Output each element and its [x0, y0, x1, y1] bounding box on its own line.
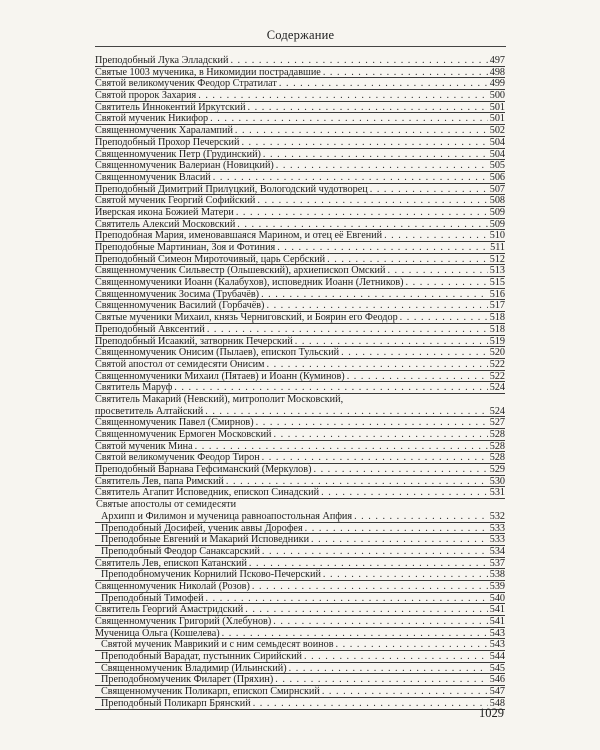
toc-entry-page: 543	[489, 639, 505, 651]
toc-entry-page: 524	[489, 382, 505, 394]
toc-entry-title: Святитель Алексий Московский	[95, 218, 236, 230]
toc-entry-page: 547	[489, 686, 505, 698]
toc-entry-title-continued: просветитель Алтайский	[95, 405, 204, 417]
leader-dots	[230, 55, 487, 67]
leader-dots	[311, 534, 488, 546]
toc-entry[interactable]	[95, 511, 505, 523]
leader-dots	[263, 149, 488, 161]
toc-entry[interactable]	[95, 277, 505, 289]
toc-entry[interactable]	[95, 78, 505, 90]
page-header-title: Содержание	[266, 28, 335, 42]
toc-entry-page: 529	[489, 464, 505, 476]
toc-entry[interactable]	[95, 417, 505, 429]
toc-entry-title: Священномученик Павел (Смирнов)	[95, 417, 254, 429]
toc-entry[interactable]	[95, 604, 505, 616]
toc-entry-title: Священномученик Сильвестр (Ольшевский), архиепископ Омский	[95, 265, 386, 277]
leader-dots	[277, 242, 488, 254]
toc-entry-page: 513	[489, 265, 505, 277]
toc-entry-title: Святитель Георгий Амастридский	[95, 604, 244, 616]
toc-entry[interactable]	[95, 113, 505, 125]
toc-entry[interactable]	[95, 534, 505, 546]
toc-entry-page: 541	[489, 616, 505, 627]
toc-entry-page: 505	[489, 160, 505, 172]
toc-entry[interactable]	[95, 569, 505, 581]
toc-entry[interactable]	[95, 464, 505, 476]
toc-entry[interactable]	[95, 359, 505, 371]
toc-entry-page: 531	[489, 487, 505, 499]
toc-entry-title: Преподобный Лука Элладский	[95, 55, 229, 66]
toc-entry-title: Преподобный Исаакий, затворник Печерский	[95, 335, 293, 347]
toc-entry[interactable]	[95, 686, 505, 698]
leader-dots	[400, 312, 488, 324]
toc-entry-page: 515	[489, 277, 505, 289]
leader-dots	[266, 300, 487, 312]
leader-dots	[305, 523, 488, 535]
toc-entry-title: Преподобномученик Корнилий Псково-Печерский	[101, 569, 321, 581]
toc-entry[interactable]	[95, 593, 505, 605]
toc-entry[interactable]	[95, 137, 505, 149]
toc-entry[interactable]	[95, 371, 505, 383]
toc-entry-page: 543	[489, 627, 505, 639]
toc-entry-page: 524	[489, 405, 505, 417]
toc-entry-title: Святитель Маруф	[95, 382, 173, 394]
leader-dots	[195, 441, 488, 453]
toc-entry-title: Мученица Ольга (Кошелева)	[95, 627, 220, 639]
leader-dots	[198, 90, 487, 102]
toc-entry[interactable]	[95, 242, 505, 254]
toc-entry-page: 519	[489, 335, 505, 347]
leader-dots	[370, 184, 488, 196]
toc-entry-page: 527	[489, 417, 505, 429]
toc-entry[interactable]	[95, 581, 505, 593]
leader-dots	[322, 686, 488, 698]
toc-entry-title: Святой мученик Никифор	[95, 113, 209, 125]
toc-entry-page: 517	[489, 300, 505, 312]
toc-entry-page: 533	[489, 522, 505, 534]
toc-entry-title: Священномученик Петр (Грудинский)	[95, 148, 261, 160]
toc-entry[interactable]	[95, 289, 505, 301]
toc-entry-title: Священномученик Николай (Розов)	[95, 580, 250, 592]
toc-entry-title: Святитель Лев, папа Римский	[95, 475, 224, 487]
table-of-contents	[95, 55, 505, 710]
toc-entry-page: 528	[489, 429, 505, 440]
page-number: 1029	[479, 706, 504, 720]
toc-entry-page: 545	[489, 662, 505, 674]
toc-entry-title: Святой мученик Георгий Софийский	[95, 195, 256, 207]
leader-dots	[262, 452, 488, 464]
leader-dots	[387, 265, 487, 277]
toc-entry-title: Преподобный Авксентий	[95, 323, 205, 335]
toc-entry[interactable]	[95, 55, 505, 67]
toc-entry[interactable]	[95, 487, 505, 499]
toc-entry-page: 510	[489, 230, 505, 242]
leader-dots	[327, 254, 488, 266]
toc-entry[interactable]	[95, 698, 505, 710]
toc-entry-page: 537	[489, 557, 505, 569]
leader-dots	[205, 406, 488, 418]
toc-entry-title: Преподобный Прохор Печерский	[95, 136, 240, 148]
toc-entry-page: 534	[489, 545, 505, 557]
leader-dots	[241, 137, 487, 149]
toc-entry[interactable]	[95, 674, 505, 686]
toc-entry[interactable]	[95, 149, 505, 161]
toc-entry[interactable]	[95, 382, 505, 394]
toc-entry-title: Священномученик Онисим (Пылаев), епископ Тульский	[95, 347, 340, 359]
toc-entry-page: 497	[489, 55, 505, 66]
toc-entry-title: Иверская икона Божией Матери	[95, 206, 234, 218]
toc-entry[interactable]	[95, 558, 505, 570]
leader-dots	[236, 207, 488, 219]
leader-dots	[304, 651, 488, 663]
toc-entry[interactable]	[95, 651, 505, 663]
toc-entry[interactable]	[95, 324, 505, 336]
toc-entry[interactable]	[95, 254, 505, 266]
toc-entry[interactable]	[95, 172, 505, 184]
leader-dots	[249, 558, 488, 570]
header-divider	[95, 46, 506, 47]
leader-dots	[279, 78, 488, 90]
toc-entry-page: 499	[489, 78, 505, 90]
toc-entry-title: Святитель Лев, епископ Катанский	[95, 557, 247, 569]
toc-entry[interactable]	[95, 67, 505, 79]
toc-entry-title: Преподобный Тимофей	[101, 592, 204, 604]
toc-entry-page: 520	[489, 347, 505, 359]
toc-entry-page: 501	[489, 101, 505, 113]
toc-entry-page: 502	[489, 125, 505, 137]
leader-dots	[257, 195, 487, 207]
toc-entry[interactable]	[95, 639, 505, 651]
toc-entry-page: 509	[489, 218, 505, 230]
leader-dots	[245, 604, 487, 616]
leader-dots	[274, 429, 488, 441]
toc-entry-title: Преподобномученик Филарет (Пряхин)	[101, 674, 274, 686]
leader-dots	[275, 674, 487, 686]
toc-entry-page: 509	[489, 206, 505, 218]
toc-entry[interactable]	[95, 394, 505, 417]
toc-entry[interactable]	[95, 663, 505, 675]
toc-entry-page: 546	[489, 674, 505, 686]
toc-entry-page: 511	[490, 242, 505, 253]
toc-entry-title: Священномученик Ермоген Московский	[95, 429, 272, 440]
leader-dots	[237, 219, 487, 231]
toc-entry-page: 507	[489, 183, 505, 195]
toc-entry-title: Преподобный Димитрий Прилуцкий, Вологодский чудотворец	[95, 183, 368, 195]
toc-entry-title: Священномученик Харалампий	[95, 125, 233, 137]
toc-entry-page: 544	[489, 651, 505, 663]
leader-dots	[276, 160, 488, 172]
toc-entry-title: Священномученик Зосима (Трубачёв)	[95, 288, 260, 300]
toc-entry-title: Преподобный Варадат, пустынник Сирийский	[101, 651, 302, 663]
leader-dots	[261, 289, 488, 301]
toc-entry-title: Святой мученик Маврикий и с ним семьдесят воинов	[101, 639, 334, 651]
toc-entry[interactable]	[95, 102, 505, 114]
toc-entry[interactable]	[95, 476, 505, 488]
toc-entry-page: 532	[489, 510, 505, 522]
toc-entry[interactable]	[95, 523, 505, 535]
toc-entry-page: 530	[489, 475, 505, 487]
toc-entry-title: Священномученики Михаил (Пятаев) и Иоанн (Куминов)	[95, 370, 345, 382]
toc-entry-page: 528	[489, 452, 505, 464]
leader-dots	[213, 172, 488, 184]
leader-dots	[206, 593, 488, 605]
toc-section-heading	[95, 499, 505, 511]
toc-entry-page: 512	[489, 253, 505, 265]
leader-dots	[210, 113, 488, 125]
toc-entry[interactable]	[95, 616, 505, 628]
leader-dots	[262, 546, 488, 558]
toc-entry-title: Святые 1003 мученика, в Никомидии пострадавшие	[95, 66, 321, 78]
toc-entry-title: Святой апостол от семидесяти Онисим	[95, 358, 265, 370]
toc-entry[interactable]	[95, 347, 505, 359]
toc-entry-title: Преподобный Феодор Санаксарский	[101, 545, 260, 557]
toc-entry-page: 518	[489, 323, 505, 335]
toc-entry-page: 498	[489, 66, 505, 78]
toc-entry-page: 518	[489, 312, 505, 324]
leader-dots	[273, 616, 487, 628]
toc-entry[interactable]	[95, 312, 505, 324]
toc-entry[interactable]	[95, 219, 505, 231]
toc-entry-title: Святитель Агапит Исповедник, епископ Синадский	[95, 487, 320, 499]
toc-entry[interactable]	[95, 300, 505, 312]
toc-entry-title: Преподобные Мартиниан, Зоя и Фотиния	[95, 242, 276, 253]
leader-dots	[222, 628, 488, 640]
leader-dots	[323, 67, 488, 79]
toc-entry[interactable]	[95, 336, 505, 348]
toc-entry-page: 504	[489, 136, 505, 148]
toc-entry-page: 539	[489, 580, 505, 592]
toc-entry[interactable]	[95, 207, 505, 219]
toc-entry-title: Священномученики Иоанн (Калабухов), исповедник Иоанн (Летников)	[95, 277, 404, 289]
toc-entry-title: Святой мученик Мина	[95, 440, 193, 452]
leader-dots	[295, 336, 488, 348]
toc-entry-page: 516	[489, 288, 505, 300]
toc-entry[interactable]	[95, 230, 505, 242]
leader-dots	[267, 359, 488, 371]
toc-entry-page: 541	[489, 604, 505, 616]
toc-entry-page: 538	[489, 569, 505, 581]
leader-dots	[207, 324, 488, 336]
leader-dots	[341, 347, 488, 359]
toc-entry[interactable]	[95, 441, 505, 453]
toc-entry-page: 506	[489, 171, 505, 183]
toc-entry-title: Святой пророк Захария	[95, 90, 197, 102]
leader-dots	[248, 102, 488, 114]
toc-entry-page: 500	[489, 90, 505, 102]
toc-entry[interactable]	[95, 184, 505, 196]
toc-entry-page: 533	[489, 534, 505, 546]
toc-entry-page: 540	[489, 592, 505, 604]
toc-section-title: Святые апостолы от семидесяти	[96, 499, 237, 511]
toc-entry-title: Архипп и Филимон и мученица равноапостольная Апфия	[101, 510, 353, 522]
leader-dots	[323, 569, 488, 581]
toc-entry-title: Священномученик Валериан (Новицкий)	[95, 160, 274, 172]
toc-entry[interactable]	[95, 90, 505, 102]
toc-entry[interactable]	[95, 125, 505, 137]
toc-entry[interactable]	[95, 160, 505, 172]
toc-entry[interactable]	[95, 452, 505, 464]
toc-entry-title: Преподобный Симеон Мироточивый, царь Сербский	[95, 253, 326, 265]
leader-dots	[253, 698, 488, 710]
toc-entry-title: Святой великомученик Феодор Тирон	[95, 452, 260, 464]
toc-entry-title: Священномученик Власий	[95, 171, 211, 183]
leader-dots	[321, 487, 488, 499]
toc-entry-title: Священномученик Василий (Горбачёв)	[95, 300, 265, 312]
toc-entry-title: Преподобный Варнава Гефсиманский (Меркулов)	[95, 464, 312, 476]
toc-entry-page: 508	[489, 195, 505, 207]
toc-entry[interactable]	[95, 195, 505, 207]
toc-entry-title: Священномученик Владимир (Ильинский)	[101, 662, 287, 674]
toc-entry-title: Преподобный Поликарп Брянский	[101, 697, 251, 709]
toc-entry-page: 548	[489, 697, 505, 709]
leader-dots	[354, 511, 488, 523]
toc-entry-page: 504	[489, 148, 505, 160]
leader-dots	[289, 663, 488, 675]
toc-entry-page: 528	[489, 440, 505, 452]
toc-entry-page: 522	[489, 358, 505, 370]
toc-entry-page: 501	[489, 113, 505, 125]
leader-dots	[252, 581, 488, 593]
toc-entry[interactable]	[95, 628, 505, 640]
toc-entry-title: Святитель Иннокентий Иркутский	[95, 101, 246, 113]
toc-entry[interactable]	[95, 429, 505, 441]
toc-entry[interactable]	[95, 265, 505, 277]
toc-entry-page: 522	[489, 370, 505, 382]
leader-dots	[226, 476, 488, 488]
leader-dots	[406, 277, 488, 289]
leader-dots	[384, 230, 488, 242]
toc-entry-title: Преподобный Досифей, ученик аввы Дорофея	[101, 522, 303, 534]
toc-entry-title: Преподобная Мария, именовавшаяся Марином, и отец её Евгений	[95, 230, 383, 242]
toc-entry-title: Преподобные Евгений и Макарий Исповедники	[101, 534, 310, 546]
toc-entry[interactable]	[95, 546, 505, 558]
toc-entry-title: Святой великомученик Феодор Стратилат	[95, 78, 277, 90]
toc-entry-title: Священномученик Григорий (Хлебунов)	[95, 616, 272, 627]
leader-dots	[256, 417, 488, 429]
leader-dots	[313, 464, 487, 476]
leader-dots	[235, 125, 488, 137]
leader-dots	[336, 639, 488, 651]
toc-entry-title: Святитель Макарий (Невский), митрополит Московский,	[95, 393, 344, 405]
toc-entry-title: Святые мученики Михаил, князь Черниговский, и Боярин его Феодор	[95, 312, 398, 324]
leader-dots	[174, 382, 487, 394]
leader-dots	[347, 371, 488, 383]
toc-entry-title: Священномученик Поликарп, епископ Смирнский	[101, 686, 320, 698]
